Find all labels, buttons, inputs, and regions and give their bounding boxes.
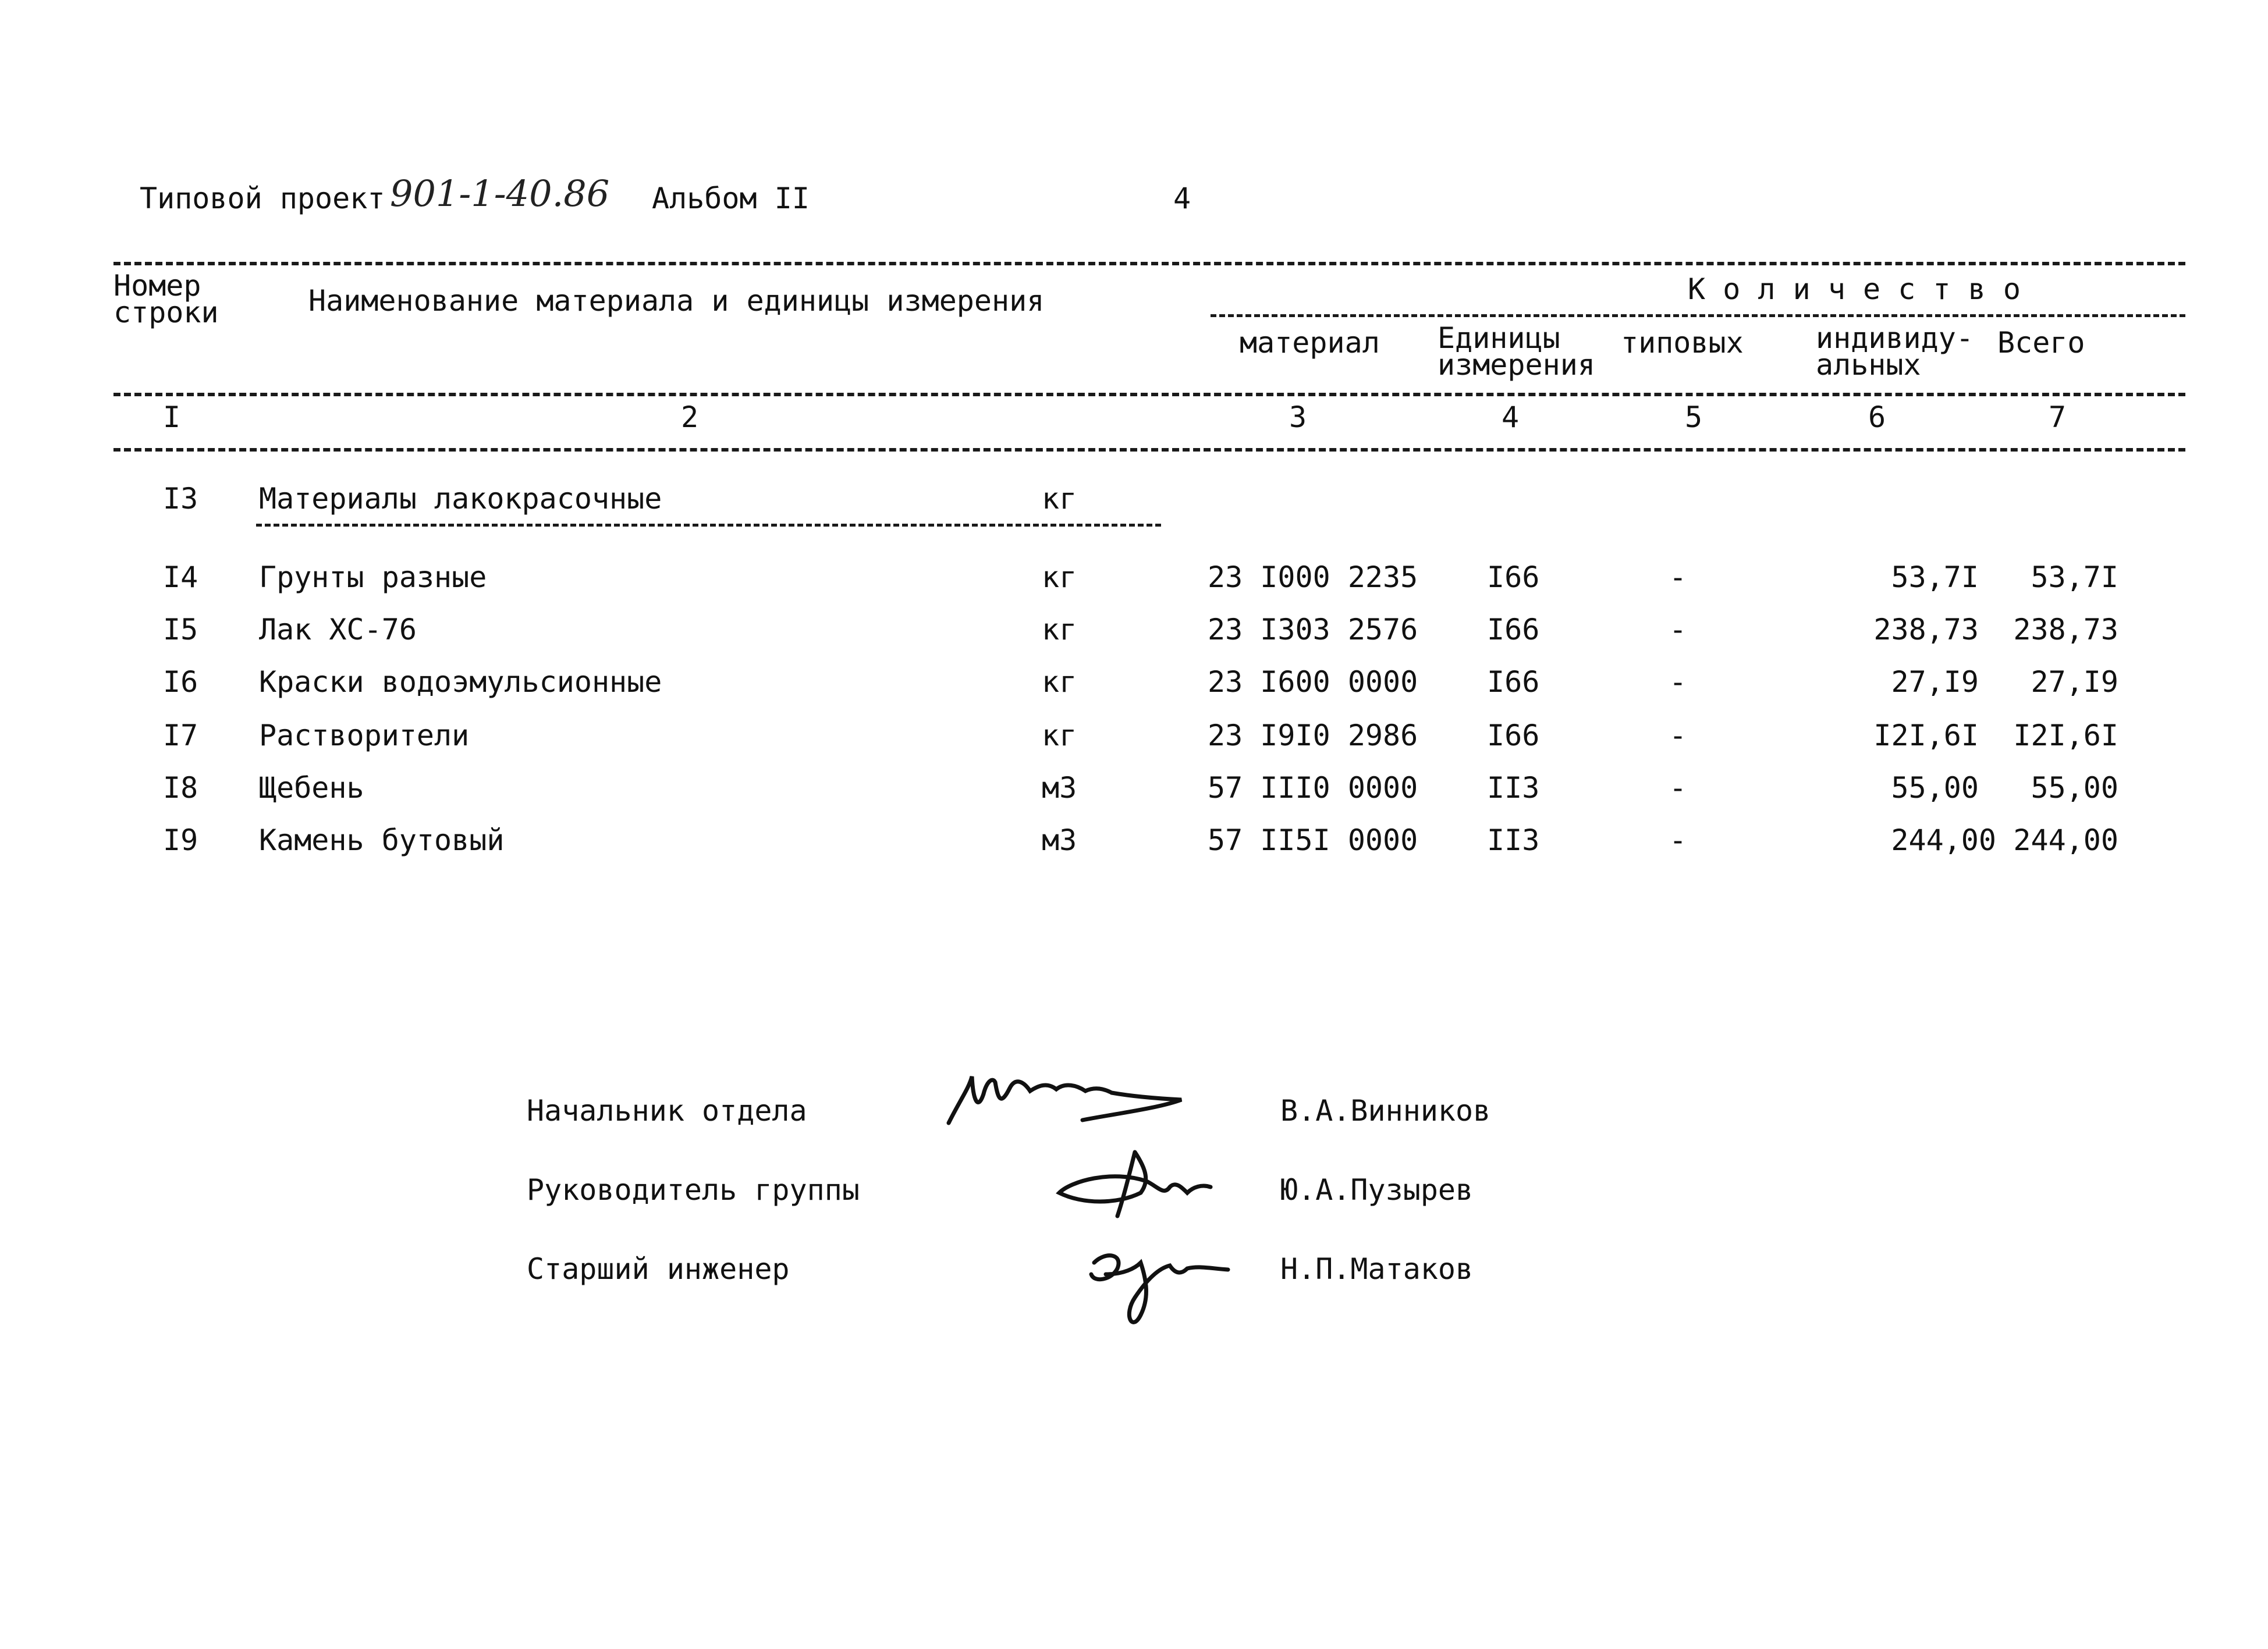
material-name: Материалы лакокрасочные	[259, 482, 662, 516]
typical-value: -	[1669, 665, 1687, 699]
material-name: Краски водоэмульсионные	[259, 665, 662, 699]
signer-position: Старший инженер	[527, 1252, 790, 1286]
signer-position: Руководитель группы	[527, 1173, 860, 1207]
total-value: 27,I9	[2031, 665, 2118, 699]
header-individual: индивиду- альных	[1816, 321, 1974, 382]
typical-value: -	[1669, 560, 1687, 594]
typical-value: -	[1669, 613, 1687, 646]
individual-value: 55,00	[1891, 771, 1979, 805]
unit-code: I66	[1487, 665, 1540, 699]
header-typical: типовых	[1621, 326, 1744, 360]
signature-mark	[1082, 1234, 1257, 1338]
unit: м3	[1042, 771, 1077, 805]
material-name: Камень бутовый	[259, 823, 505, 857]
header-prefix: Типовой проект	[140, 182, 385, 215]
unit: кг	[1042, 560, 1077, 594]
row-number: I3	[163, 482, 198, 516]
table-top-border	[113, 262, 2185, 265]
album-label: Альбом II	[652, 182, 810, 215]
unit: кг	[1042, 719, 1077, 752]
signature-mark	[937, 1065, 1263, 1140]
project-number: 901-1-40.86	[390, 172, 610, 215]
row-number: I8	[163, 771, 198, 805]
unit-code: I66	[1487, 719, 1540, 752]
header-quantity: К о л и ч е с т в о	[1688, 272, 2021, 306]
signer-name: Ю.А.Пузырев	[1280, 1173, 1474, 1207]
material-code: 57 II5I 0000	[1208, 823, 1418, 857]
column-numbers-bottom-border	[113, 448, 2185, 452]
header-material: материал	[1240, 326, 1380, 360]
page-number: 4	[1173, 182, 1191, 215]
material-name: Щебень	[259, 771, 364, 805]
row-number: I5	[163, 613, 198, 646]
row-number: I4	[163, 560, 198, 594]
signer-name: В.А.Винников	[1280, 1094, 1491, 1128]
signer-position: Начальник отдела	[527, 1094, 807, 1128]
header-bottom-border	[113, 393, 2185, 396]
typical-value: -	[1669, 771, 1687, 805]
header-units: Единицы измерения	[1438, 321, 1595, 382]
row-number: I6	[163, 665, 198, 699]
total-value: 55,00	[2031, 771, 2118, 805]
individual-value: 238,73	[1873, 613, 1979, 646]
signature-mark	[1048, 1140, 1257, 1234]
column-number: 7	[2048, 400, 2067, 434]
column-number: 6	[1868, 400, 1886, 434]
row-number: I9	[163, 823, 198, 857]
unit: кг	[1042, 613, 1077, 646]
quantity-divider	[1211, 314, 2185, 317]
material-code: 23 I303 2576	[1208, 613, 1418, 646]
header-name: Наименование материала и единицы измерения	[308, 284, 1045, 318]
column-number: 5	[1684, 400, 1703, 434]
header-row-number: Номер строки	[113, 269, 219, 329]
total-value: 53,7I	[2031, 560, 2118, 594]
row-number: I7	[163, 719, 198, 752]
unit: м3	[1042, 823, 1077, 857]
unit-code: I66	[1487, 560, 1540, 594]
unit: кг	[1042, 482, 1077, 516]
total-value: I2I,6I	[2013, 719, 2118, 752]
individual-value: 27,I9	[1891, 665, 1979, 699]
material-name: Лак ХС-76	[259, 613, 417, 646]
material-code: 23 I9I0 2986	[1208, 719, 1418, 752]
unit-code: II3	[1487, 823, 1540, 857]
individual-value: 244,00	[1891, 823, 1996, 857]
material-name: Грунты разные	[259, 560, 487, 594]
individual-value: 53,7I	[1891, 560, 1979, 594]
typical-value: -	[1669, 719, 1687, 752]
column-number: 3	[1289, 400, 1307, 434]
material-code: 23 I600 0000	[1208, 665, 1418, 699]
section-underline	[256, 524, 1161, 527]
total-value: 238,73	[2013, 613, 2118, 646]
unit-code: II3	[1487, 771, 1540, 805]
header-total: Всего	[1997, 326, 2085, 360]
individual-value: I2I,6I	[1873, 719, 1979, 752]
typical-value: -	[1669, 823, 1687, 857]
total-value: 244,00	[2013, 823, 2118, 857]
column-number: I	[162, 400, 181, 434]
signer-name: Н.П.Матаков	[1280, 1252, 1474, 1286]
column-number: 4	[1501, 400, 1520, 434]
unit: кг	[1042, 665, 1077, 699]
material-name: Растворители	[259, 719, 470, 752]
unit-code: I66	[1487, 613, 1540, 646]
column-number: 2	[680, 400, 699, 434]
material-code: 57 III0 0000	[1208, 771, 1418, 805]
material-code: 23 I000 2235	[1208, 560, 1418, 594]
